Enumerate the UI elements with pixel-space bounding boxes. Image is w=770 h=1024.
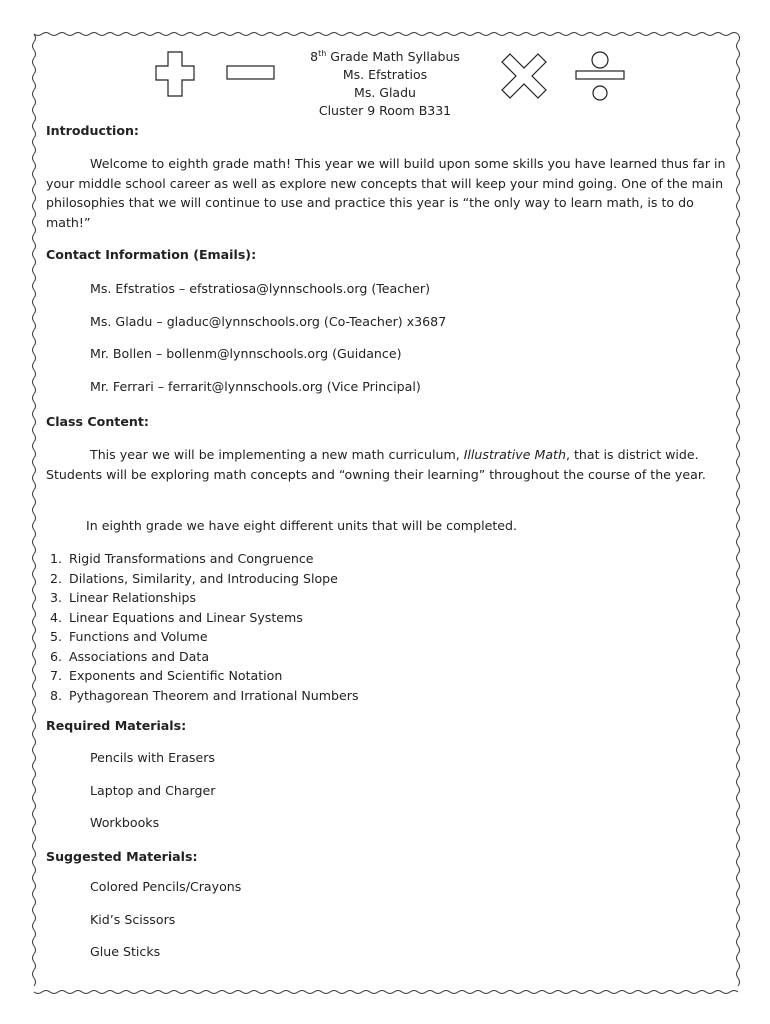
syllabus-title-block (310, 48, 460, 120)
required-materials-heading: Required Materials: (46, 718, 187, 733)
divide-icon (574, 50, 626, 104)
header (150, 48, 630, 128)
class-content-heading: Class Content: (46, 414, 149, 429)
list-item: 3. Linear Relationships (49, 590, 197, 605)
plus-icon (154, 50, 196, 98)
list-item: 1. Rigid Transformations and Congruence (49, 551, 314, 566)
minus-icon (226, 64, 276, 82)
border-edge (33, 34, 36, 986)
list-item: 2. Dilations, Similarity, and Introducing Slope (49, 570, 338, 586)
room-info: Cluster 9 Room B331 (318, 103, 452, 118)
co-teacher-name: Ms. Gladu (354, 85, 416, 100)
syllabus-title: 8th Grade Math Syllabus (310, 48, 460, 64)
border-edge (34, 991, 738, 994)
contact-item: Mr. Bollen – bollenm@lynnschools.org (Guidance) (90, 346, 402, 361)
required-item: Workbooks (90, 815, 160, 830)
list-item: 5. Functions and Volume (49, 629, 208, 644)
list-item: 7. Exponents and Scientific Notation (49, 668, 283, 683)
contact-item: Mr. Ferrari – ferrarit@lynnschools.org (Vice Principal) (90, 379, 421, 394)
required-item: Pencils with Erasers (90, 750, 215, 765)
teacher-name: Ms. Efstratios (342, 67, 428, 82)
contact-item: Ms. Gladu – gladuc@lynnschools.org (Co-Teacher) x3687 (90, 314, 447, 329)
units-list (40, 549, 720, 705)
multiply-icon (500, 52, 548, 100)
suggested-item: Kid’s Scissors (90, 912, 176, 927)
required-item: Laptop and Charger (90, 783, 216, 798)
class-content-body: This year we will be implementing a new math curriculum, Illustrative Math, that is district wide. Students will be exploring math concepts and “owning their learning” throughout the course of the year. (46, 447, 706, 482)
list-item: 4. Linear Equations and Linear Systems (49, 609, 303, 625)
list-item: 6. Associations and Data (49, 648, 210, 664)
suggested-item: Colored Pencils/Crayons (90, 879, 242, 894)
border-edge (737, 34, 740, 986)
units-intro: In eighth grade we have eight different units that will be completed. (86, 518, 517, 533)
suggested-materials-heading: Suggested Materials: (46, 849, 198, 864)
introduction-body: Welcome to eighth grade math! This year we will build upon some skills you have learned thus far in your middle school career as well as explore new concepts that will keep your mind going. One of the main philosophies that we will continue to use and practice this year is “the only way to learn math, is to do math!” (46, 156, 726, 230)
contact-item: Ms. Efstratios – efstratiosa@lynnschools.org (Teacher) (90, 281, 431, 296)
suggested-item: Glue Sticks (90, 944, 161, 959)
list-item: 8. Pythagorean Theorem and Irrational Numbers (49, 687, 359, 703)
contacts-heading: Contact Information (Emails): (46, 247, 257, 262)
border-edge (34, 33, 738, 36)
introduction-heading: Introduction: (46, 123, 139, 138)
